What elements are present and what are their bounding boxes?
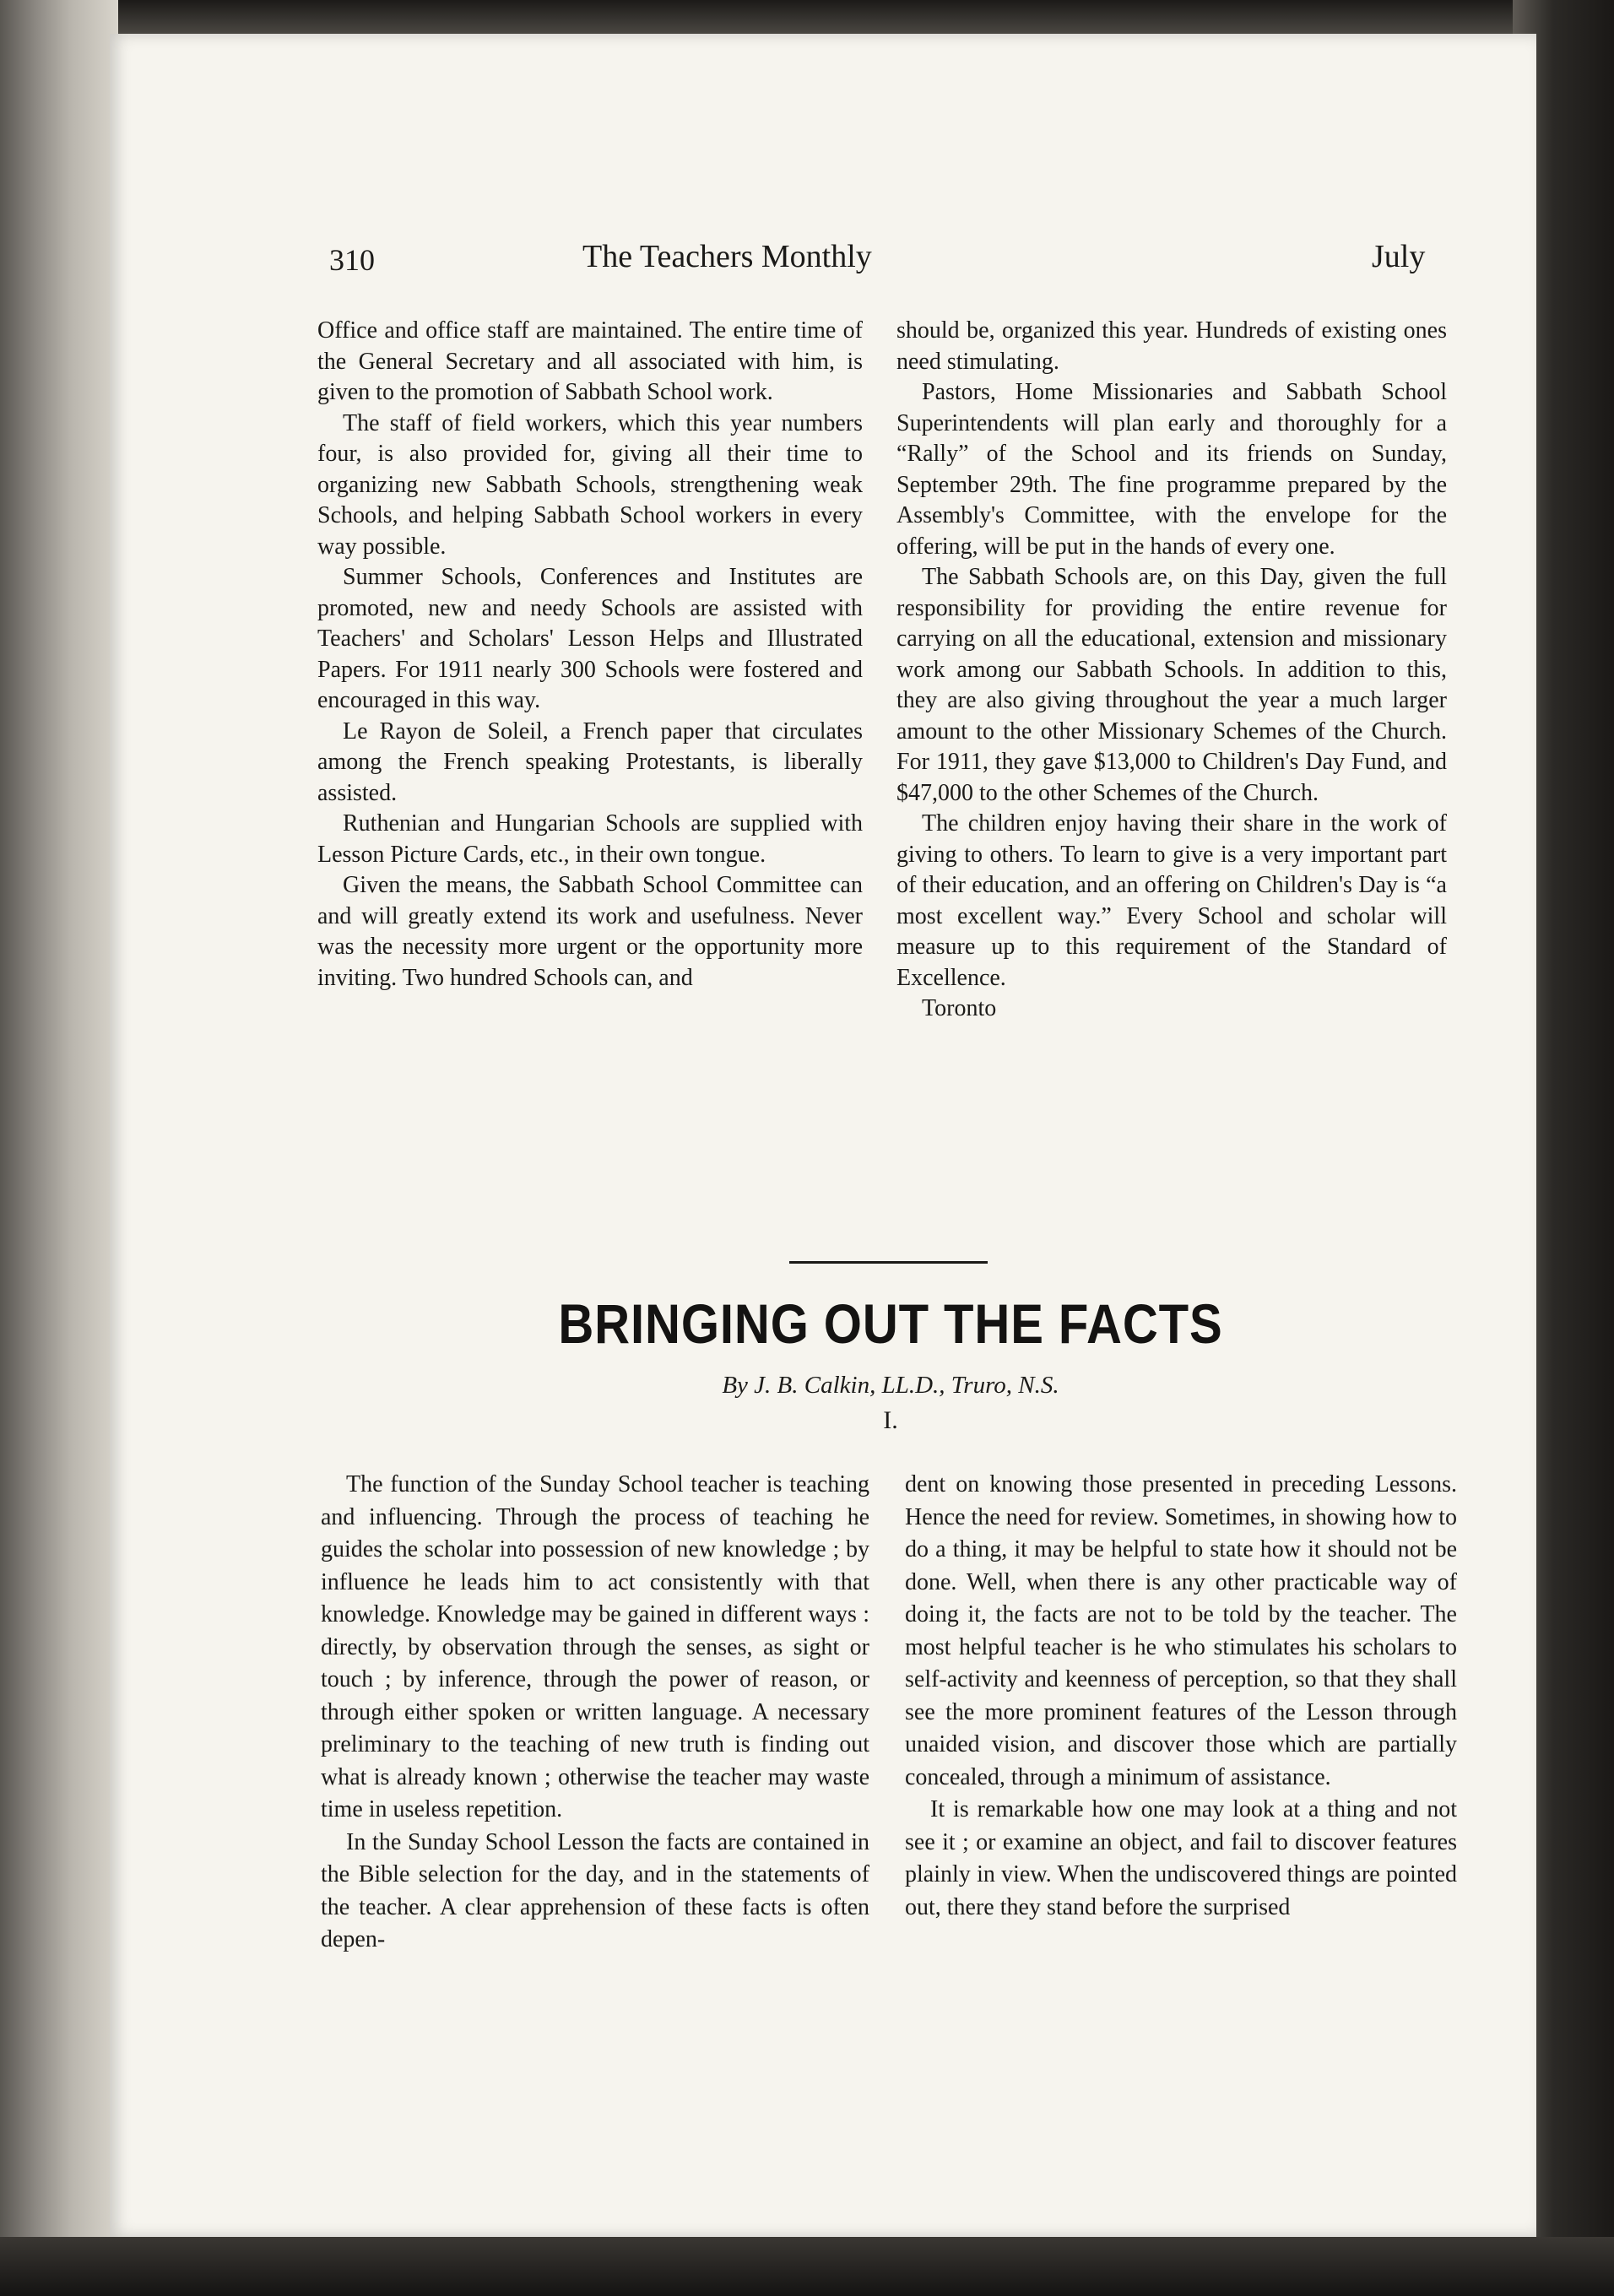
article-title: BRINGING OUT THE FACTS [558, 1292, 1223, 1355]
running-title: The Teachers Monthly [582, 239, 872, 274]
signature: Toronto [922, 995, 997, 1021]
paragraph: In the Sunday School Lesson the facts are contained in the Bible selection for the day, and in the statements of the teacher. A clear apprehension of these facts is often depen- [321, 1828, 869, 1952]
paragraph: The staff of field workers, which this year numbers four, is also provided for, giving all their time to organizing new Sabbath Schools, strengthening weak Schools, and helping Sabbath School workers in every way possible. [317, 409, 863, 560]
paragraph: Office and office staff are maintained. The entire time of the General Secretary and all associated with him, is given to the promotion of Sabbath School work. [317, 317, 863, 405]
page-number: 310 [329, 243, 375, 277]
article-part-number: I. [883, 1406, 898, 1434]
paragraph: Pastors, Home Missionaries and Sabbath School Superintendents will plan early and thoroughly for a “Rally” of the School and its friends on Sunday, September 29th. The fine programme prepared by the Assembly's Committee, with the envelope for the offering, will be put in the hands of every one. [896, 379, 1447, 560]
scan-top-edge [0, 0, 1614, 34]
paragraph: dent on knowing those presented in preceding Lessons. Hence the need for review. Sometimes, in showing how to do a thing, it may be helpful to state how it should not be done. Well, when there is any other practicable way of doing it, the facts are not to be told by the teacher. The most helpful teacher is he who stimulates his scholars to self-activity and keenness of perception, so that they shall see the more prominent features of the Lesson through unaided vision, and discover those which are partially concealed, through a minimum of assistance. [905, 1471, 1457, 1790]
book-binding-left [0, 0, 118, 2296]
paragraph: should be, organized this year. Hundreds of existing ones need stimulating. [896, 317, 1447, 375]
top-left-column [317, 316, 863, 994]
paragraph: The children enjoy having their share in the work of giving to others. To learn to give is a very important part of their education, and an offering on Children's Day is “a most excellent way.” Every School and scholar will measure up to this requirement of the Standard of Excellence. [896, 810, 1447, 991]
paragraph: The Sabbath Schools are, on this Day, given the full responsibility for providing the entire revenue for carrying on all the educational, extension and missionary work among our Sabbath Schools. In addition to this, they are also giving throughout the year a much larger amount to the other Missionary Schemes of the Church. For 1911, they gave $13,000 to Children's Day Fund, and $47,000 to the other Schemes of the Church. [896, 564, 1447, 806]
paragraph: It is remarkable how one may look at a thing and not see it ; or examine an object, and fail to discover features plainly in view. When the undiscovered things are pointed out, there they stand before the surprised [905, 1796, 1457, 1920]
top-right-column [896, 316, 1447, 1025]
paragraph: The function of the Sunday School teacher is teaching and influencing. Through the process of teaching he guides the scholar into possession of new knowledge ; by influence he leads him to act consistently with that knowledge. Knowledge may be gained in different ways : directly, by observation through the senses, as sight or touch ; by inference, through the power of reason, or through either spoken or written language. A necessary preliminary to the teaching of new truth is finding out what is already known ; otherwise the teacher may waste time in useless repetition. [321, 1471, 869, 1822]
paragraph: Le Rayon de Soleil, a French paper that circulates among the French speaking Protestants, is liberally assisted. [317, 718, 863, 806]
article-right-column [905, 1469, 1457, 1924]
paragraph: Summer Schools, Conferences and Institutes are promoted, new and needy Schools are assisted with Teachers' and Scholars' Lesson Helps and Illustrated Papers. For 1911 nearly 300 Schools were fostered and encouraged in this way. [317, 564, 863, 713]
paragraph: Given the means, the Sabbath School Committee can and will greatly extend its work and usefulness. Never was the necessity more urgent or the opportunity more inviting. Two hundred Schools can, and [317, 872, 863, 991]
article-byline: By J. B. Calkin, LL.D., Truro, N.S. [722, 1372, 1059, 1399]
section-divider [789, 1261, 988, 1264]
article-left-column [321, 1469, 869, 1957]
paragraph: Ruthenian and Hungarian Schools are supplied with Lesson Picture Cards, etc., in their own tongue. [317, 810, 863, 868]
issue-month: July [1372, 239, 1426, 274]
scan-bottom-edge [0, 2237, 1614, 2296]
